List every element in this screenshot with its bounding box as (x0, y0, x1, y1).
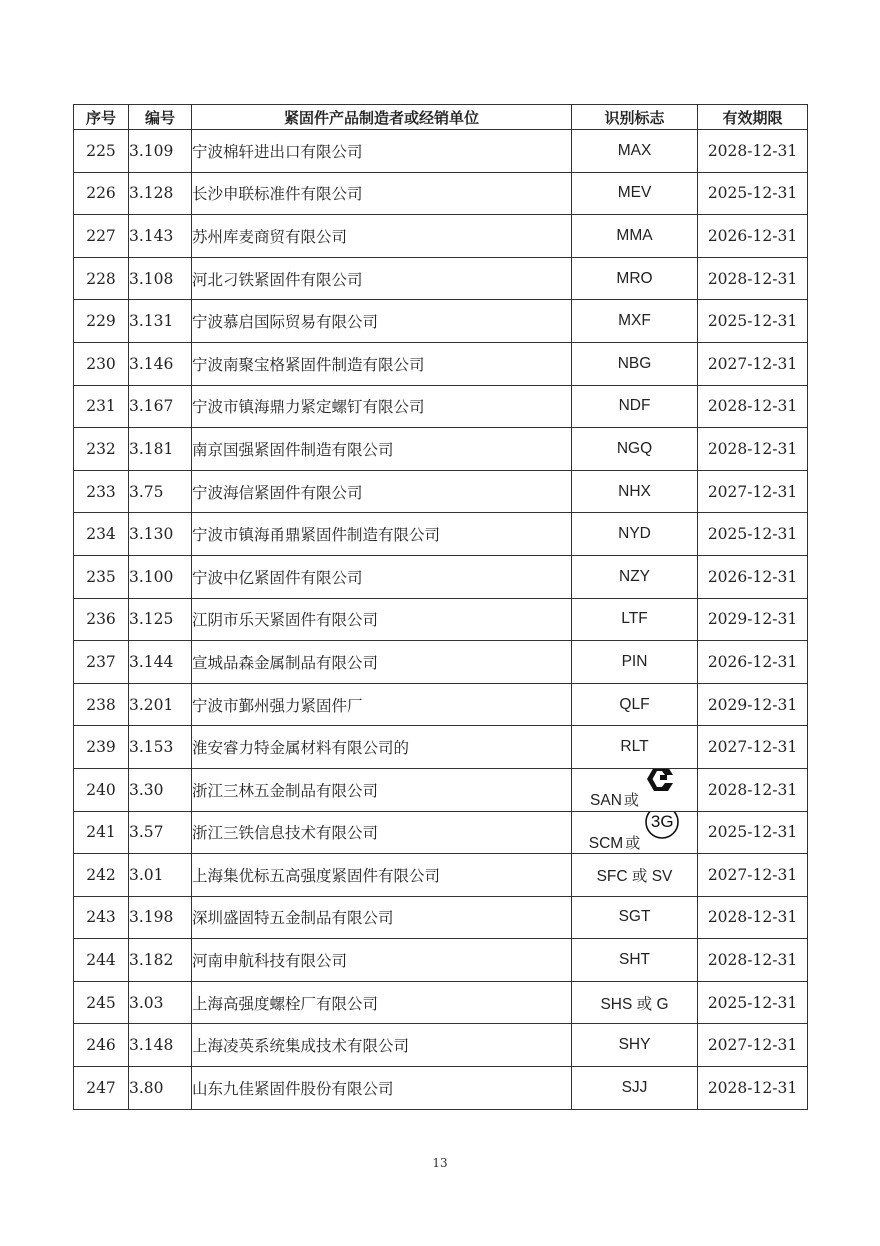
cell-valid: 2026-12-31 (698, 555, 808, 598)
table-body (74, 130, 808, 1110)
cell-no: 231 (74, 385, 129, 428)
table-row (74, 385, 808, 428)
cell-mark: LTF (572, 598, 698, 641)
table-row (74, 513, 808, 556)
cell-code: 3.131 (129, 300, 192, 343)
cell-no: 246 (74, 1024, 129, 1067)
table-row (74, 1024, 808, 1067)
cell-company: 山东九佳紧固件股份有限公司 (192, 1067, 572, 1110)
cell-valid: 2025-12-31 (698, 513, 808, 556)
cell-valid: 2028-12-31 (698, 130, 808, 173)
table-row (74, 641, 808, 684)
cell-valid: 2029-12-31 (698, 683, 808, 726)
header-no: 序号 (74, 105, 129, 130)
table-row (74, 215, 808, 258)
cell-no: 236 (74, 598, 129, 641)
table-row (74, 811, 808, 854)
cell-company: 河北刁铁紧固件有限公司 (192, 257, 572, 300)
cell-no: 240 (74, 768, 129, 811)
cell-code: 3.181 (129, 428, 192, 471)
cell-valid: 2028-12-31 (698, 768, 808, 811)
table-header-row (74, 105, 808, 130)
cell-mark: SFC 或 SV (572, 854, 698, 897)
mark-or: 或 (625, 833, 641, 852)
cell-valid: 2027-12-31 (698, 470, 808, 513)
header-valid: 有效期限 (698, 105, 808, 130)
table-row (74, 555, 808, 598)
mark-text: SAN (590, 792, 622, 810)
cell-mark: MAX (572, 130, 698, 173)
cell-company: 上海集优标五高强度紧固件有限公司 (192, 854, 572, 897)
cell-company: 宁波中亿紧固件有限公司 (192, 555, 572, 598)
cell-code: 3.30 (129, 768, 192, 811)
cell-valid: 2028-12-31 (698, 1067, 808, 1110)
cell-mark: MXF (572, 300, 698, 343)
cell-code: 3.75 (129, 470, 192, 513)
cell-no: 233 (74, 470, 129, 513)
cell-company: 苏州库麦商贸有限公司 (192, 215, 572, 258)
table-row (74, 939, 808, 982)
cell-company: 长沙申联标准件有限公司 (192, 172, 572, 215)
cell-company: 宁波海信紧固件有限公司 (192, 470, 572, 513)
cell-mark (572, 768, 698, 811)
cell-valid: 2029-12-31 (698, 598, 808, 641)
cell-valid: 2028-12-31 (698, 428, 808, 471)
cell-code: 3.03 (129, 981, 192, 1024)
cell-no: 229 (74, 300, 129, 343)
cell-code: 3.130 (129, 513, 192, 556)
cell-valid: 2027-12-31 (698, 854, 808, 897)
cell-mark: MMA (572, 215, 698, 258)
cell-valid: 2028-12-31 (698, 939, 808, 982)
cell-code: 3.80 (129, 1067, 192, 1110)
cell-no: 247 (74, 1067, 129, 1110)
cell-no: 228 (74, 257, 129, 300)
cell-no: 243 (74, 896, 129, 939)
cell-mark: NHX (572, 470, 698, 513)
cell-company: 宁波棉轩进出口有限公司 (192, 130, 572, 173)
cell-code: 3.128 (129, 172, 192, 215)
cell-no: 232 (74, 428, 129, 471)
mark-or: 或 (623, 791, 639, 810)
cell-company: 上海凌英系统集成技术有限公司 (192, 1024, 572, 1067)
cell-mark: NBG (572, 342, 698, 385)
cell-no: 226 (74, 172, 129, 215)
cell-code: 3.143 (129, 215, 192, 258)
cell-company: 宁波慕启国际贸易有限公司 (192, 300, 572, 343)
cell-company: 淮安睿力特金属材料有限公司的 (192, 726, 572, 769)
cell-code: 3.57 (129, 811, 192, 854)
cell-no: 241 (74, 811, 129, 854)
table-row (74, 598, 808, 641)
cell-valid: 2027-12-31 (698, 342, 808, 385)
cell-mark: PIN (572, 641, 698, 684)
cell-company: 浙江三铁信息技术有限公司 (192, 811, 572, 854)
cell-no: 245 (74, 981, 129, 1024)
cell-valid: 2025-12-31 (698, 172, 808, 215)
cell-company: 上海高强度螺栓厂有限公司 (192, 981, 572, 1024)
cell-valid: 2026-12-31 (698, 215, 808, 258)
cell-no: 244 (74, 939, 129, 982)
cell-no: 238 (74, 683, 129, 726)
table-row (74, 896, 808, 939)
cell-valid: 2026-12-31 (698, 641, 808, 684)
mark-with-logo (590, 769, 679, 810)
cell-valid: 2027-12-31 (698, 726, 808, 769)
cell-valid: 2028-12-31 (698, 257, 808, 300)
header-mark: 识别标志 (572, 105, 698, 130)
table-row (74, 768, 808, 811)
cell-code: 3.144 (129, 641, 192, 684)
cell-company: 河南申航科技有限公司 (192, 939, 572, 982)
cell-mark (572, 811, 698, 854)
cell-valid: 2028-12-31 (698, 896, 808, 939)
cell-company: 宁波市镇海甬鼎紧固件制造有限公司 (192, 513, 572, 556)
cell-mark: QLF (572, 683, 698, 726)
cell-company: 宣城品森金属制品有限公司 (192, 641, 572, 684)
cell-code: 3.125 (129, 598, 192, 641)
cell-no: 239 (74, 726, 129, 769)
cell-code: 3.201 (129, 683, 192, 726)
cell-company: 宁波市镇海鼎力紧定螺钉有限公司 (192, 385, 572, 428)
cell-no: 234 (74, 513, 129, 556)
table-row (74, 428, 808, 471)
cell-code: 3.153 (129, 726, 192, 769)
cell-mark: SHT (572, 939, 698, 982)
cell-valid: 2028-12-31 (698, 385, 808, 428)
cell-no: 225 (74, 130, 129, 173)
mark-text: SCM (588, 834, 624, 852)
cell-company: 宁波南聚宝格紧固件制造有限公司 (192, 342, 572, 385)
cell-code: 3.109 (129, 130, 192, 173)
cell-valid: 2025-12-31 (698, 981, 808, 1024)
table-row (74, 1067, 808, 1110)
cell-mark: NGQ (572, 428, 698, 471)
cell-valid: 2027-12-31 (698, 1024, 808, 1067)
cell-company: 浙江三林五金制品有限公司 (192, 768, 572, 811)
cell-code: 3.01 (129, 854, 192, 897)
cell-company: 深圳盛固特五金制品有限公司 (192, 896, 572, 939)
table-row (74, 981, 808, 1024)
cell-mark: MRO (572, 257, 698, 300)
cell-code: 3.198 (129, 896, 192, 939)
table-row (74, 683, 808, 726)
cell-mark: MEV (572, 172, 698, 215)
cell-mark: NYD (572, 513, 698, 556)
table-row (74, 470, 808, 513)
cell-valid: 2025-12-31 (698, 300, 808, 343)
cell-mark: NZY (572, 555, 698, 598)
fastener-registry-table (73, 104, 808, 1110)
header-company: 紧固件产品制造者或经销单位 (192, 105, 572, 130)
cell-mark: SJJ (572, 1067, 698, 1110)
cell-code: 3.182 (129, 939, 192, 982)
cell-mark: SHS 或 G (572, 981, 698, 1024)
cell-no: 230 (74, 342, 129, 385)
logo-text: 3G (650, 811, 674, 831)
table-row (74, 172, 808, 215)
table-row (74, 257, 808, 300)
cell-mark: SHY (572, 1024, 698, 1067)
table-row (74, 300, 808, 343)
cell-company: 江阴市乐天紧固件有限公司 (192, 598, 572, 641)
cell-company: 南京国强紧固件制造有限公司 (192, 428, 572, 471)
cell-code: 3.148 (129, 1024, 192, 1067)
table-row (74, 130, 808, 173)
mark-with-logo (589, 812, 680, 853)
cell-company: 宁波市鄞州强力紧固件厂 (192, 683, 572, 726)
cell-mark: NDF (572, 385, 698, 428)
cell-mark: RLT (572, 726, 698, 769)
hexagon-c-logo (643, 768, 679, 802)
circle-3g-logo (644, 811, 680, 845)
table-row (74, 342, 808, 385)
cell-code: 3.146 (129, 342, 192, 385)
cell-no: 237 (74, 641, 129, 684)
header-code: 编号 (129, 105, 192, 130)
cell-code: 3.167 (129, 385, 192, 428)
cell-no: 242 (74, 854, 129, 897)
cell-code: 3.108 (129, 257, 192, 300)
cell-valid: 2025-12-31 (698, 811, 808, 854)
cell-no: 227 (74, 215, 129, 258)
table-row (74, 854, 808, 897)
cell-mark: SGT (572, 896, 698, 939)
page-number: 13 (432, 1156, 448, 1170)
cell-no: 235 (74, 555, 129, 598)
cell-code: 3.100 (129, 555, 192, 598)
table-row (74, 726, 808, 769)
